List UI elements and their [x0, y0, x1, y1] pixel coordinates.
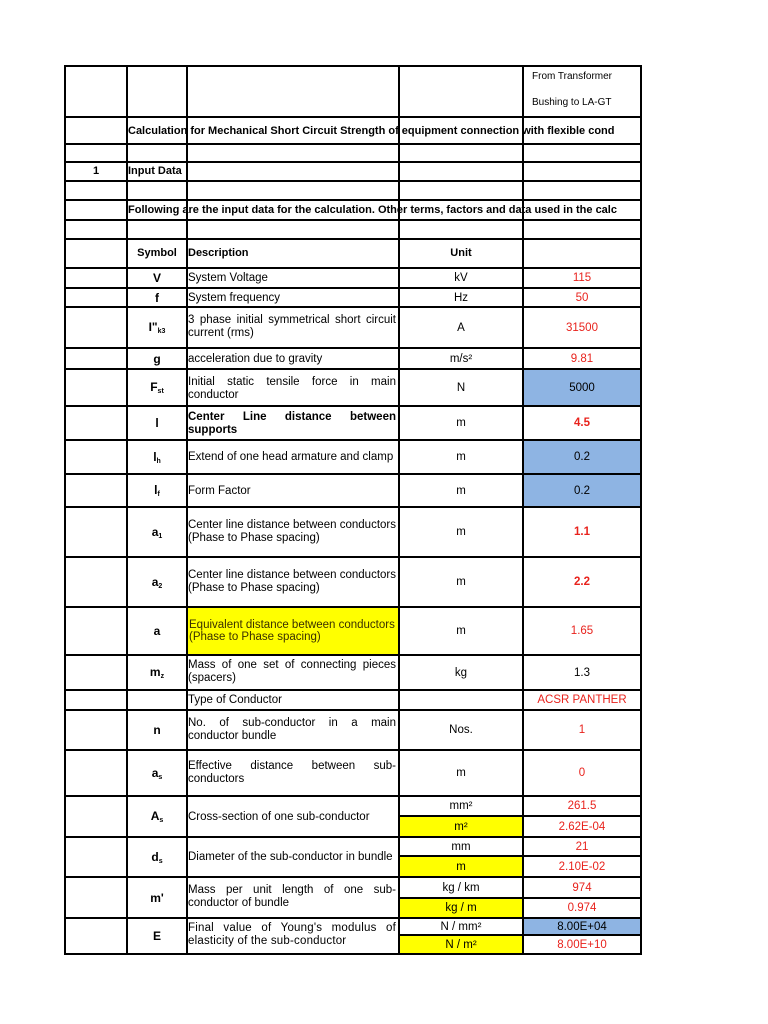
column-header-symbol: Symbol: [137, 247, 177, 259]
symbol-cell: $m_z$: [149, 665, 165, 680]
value-cell[interactable]: 1.1: [574, 526, 590, 538]
symbol-cell: $A_s$: [150, 809, 164, 824]
unit-cell: m: [456, 451, 466, 463]
symbol-cell: m': [150, 890, 164, 905]
symbol-cell: $d_s$: [151, 849, 163, 865]
grid-line: [64, 953, 642, 955]
document-title: Calculation for Mechanical Short Circuit Strength of equipment connection with flexible cond: [128, 124, 615, 137]
grid-line: [64, 65, 642, 67]
value-cell[interactable]: ACSR PANTHER: [537, 694, 627, 706]
grid-line: [64, 180, 642, 182]
grid-line: [64, 219, 642, 221]
symbol-cell: $a_1$: [151, 524, 163, 540]
value-cell[interactable]: 974: [572, 881, 592, 894]
description-cell: System frequency: [188, 291, 281, 304]
description-cell: Mass per unit length of one sub-conductor of bundle: [188, 884, 396, 909]
symbol-cell: E: [152, 929, 161, 943]
value-cell[interactable]: 0.2: [524, 441, 640, 473]
symbol-cell: a: [153, 624, 161, 638]
description-cell: 3 phase initial symmetrical short circuit current (rms): [188, 314, 396, 339]
unit-cell: A: [457, 321, 465, 334]
value-cell[interactable]: 261.5: [567, 800, 597, 812]
section-label: Input Data: [128, 165, 182, 177]
unit-cell: m/s²: [449, 352, 473, 365]
value-cell[interactable]: 50: [575, 291, 589, 304]
description-cell: Equivalent distance between conductors (Phase to Phase spacing): [188, 608, 398, 654]
symbol-cell: $l_f$: [154, 483, 160, 498]
symbol-cell: $F_{st}$: [150, 380, 164, 395]
description-cell: Center line distance between conductors (Phase to Phase spacing): [188, 569, 396, 594]
description-cell: System Voltage: [188, 272, 268, 284]
value-cell[interactable]: 1.3: [574, 666, 590, 679]
description-cell: Form Factor: [188, 484, 251, 497]
description-cell: Extend of one head armature and clamp: [188, 451, 394, 463]
unit-cell: m: [456, 417, 466, 429]
value-cell[interactable]: 2.2: [574, 576, 590, 588]
unit-cell: m: [456, 526, 466, 538]
description-cell: Cross-section of one sub-conductor: [188, 810, 370, 823]
value-cell[interactable]: 9.81: [570, 352, 594, 365]
unit-cell: N / mm²: [440, 920, 482, 933]
value-cell[interactable]: 115: [572, 272, 592, 284]
description-cell: acceleration due to gravity: [188, 352, 323, 365]
value-cell[interactable]: 0: [578, 767, 586, 779]
symbol-cell: $a_s$: [151, 765, 163, 781]
description-cell: Center line distance between conductors (Phase to Phase spacing): [188, 519, 396, 544]
description-cell: Effective distance between sub-conductors: [188, 760, 396, 785]
unit-cell: Nos.: [449, 724, 473, 736]
unit-cell: m: [456, 484, 466, 497]
unit-cell: m: [456, 576, 466, 588]
unit-cell: m: [456, 625, 466, 637]
unit-cell: N / m²: [400, 936, 522, 953]
unit-cell: kg / m: [400, 899, 522, 917]
value-cell[interactable]: 2.10E-02: [558, 860, 606, 873]
value-cell[interactable]: 5000: [524, 370, 640, 405]
unit-cell: mm: [451, 840, 471, 853]
value-cell[interactable]: 31500: [566, 321, 598, 334]
grid-line: [64, 143, 642, 145]
value-cell[interactable]: 0.2: [524, 475, 640, 506]
value-cell[interactable]: 1.65: [570, 625, 594, 637]
symbol-cell: $a_2$: [151, 574, 163, 590]
symbol-cell: n: [153, 723, 161, 737]
column-header-unit: Unit: [450, 247, 472, 259]
section-number: 1: [92, 165, 100, 177]
value-cell[interactable]: 4.5: [574, 417, 590, 429]
symbol-cell: $l_h$: [153, 449, 161, 465]
header-line-1: From Transformer: [532, 70, 613, 82]
unit-cell: m²: [400, 817, 522, 836]
value-cell[interactable]: 0.974: [567, 902, 597, 914]
unit-cell: m: [456, 767, 466, 779]
symbol-cell: f: [155, 290, 159, 305]
unit-cell: kg: [454, 666, 468, 679]
symbol-cell: V: [152, 271, 161, 285]
description-cell: Type of Conductor: [188, 694, 282, 706]
unit-cell: kg / km: [442, 881, 480, 894]
symbol-cell: l: [155, 416, 159, 430]
symbol-cell: g: [153, 351, 161, 366]
symbol-cell: $I"_{k3}$: [148, 320, 166, 335]
unit-cell: mm²: [449, 800, 473, 812]
description-cell: Mass of one set of connecting pieces (spacers): [188, 659, 396, 684]
unit-cell: m: [400, 857, 522, 876]
value-cell[interactable]: 2.62E-04: [558, 820, 606, 833]
header-line-2: Bushing to LA-GT: [532, 96, 612, 108]
value-cell[interactable]: 1: [578, 724, 586, 736]
intro-text: Following are the input data for the calculation. Other terms, factors and data used in the calc: [128, 203, 617, 216]
unit-cell: N: [456, 381, 466, 394]
column-header-description: Description: [188, 247, 249, 259]
description-cell: Diameter of the sub-conductor in bundle: [188, 851, 393, 863]
description-cell: Center Line distance between supports: [188, 411, 396, 436]
value-cell[interactable]: 8.00E+04: [524, 919, 640, 934]
value-cell[interactable]: 8.00E+10: [557, 938, 607, 951]
description-cell: No. of sub-conductor in a main conductor bundle: [188, 717, 396, 742]
unit-cell: kV: [454, 272, 468, 284]
description-cell: Initial static tensile force in main conductor: [188, 376, 396, 401]
description-cell: Final value of Young's modulus of elasticity of the sub-conductor: [188, 922, 396, 947]
unit-cell: Hz: [453, 291, 469, 304]
value-cell[interactable]: 21: [575, 840, 589, 853]
